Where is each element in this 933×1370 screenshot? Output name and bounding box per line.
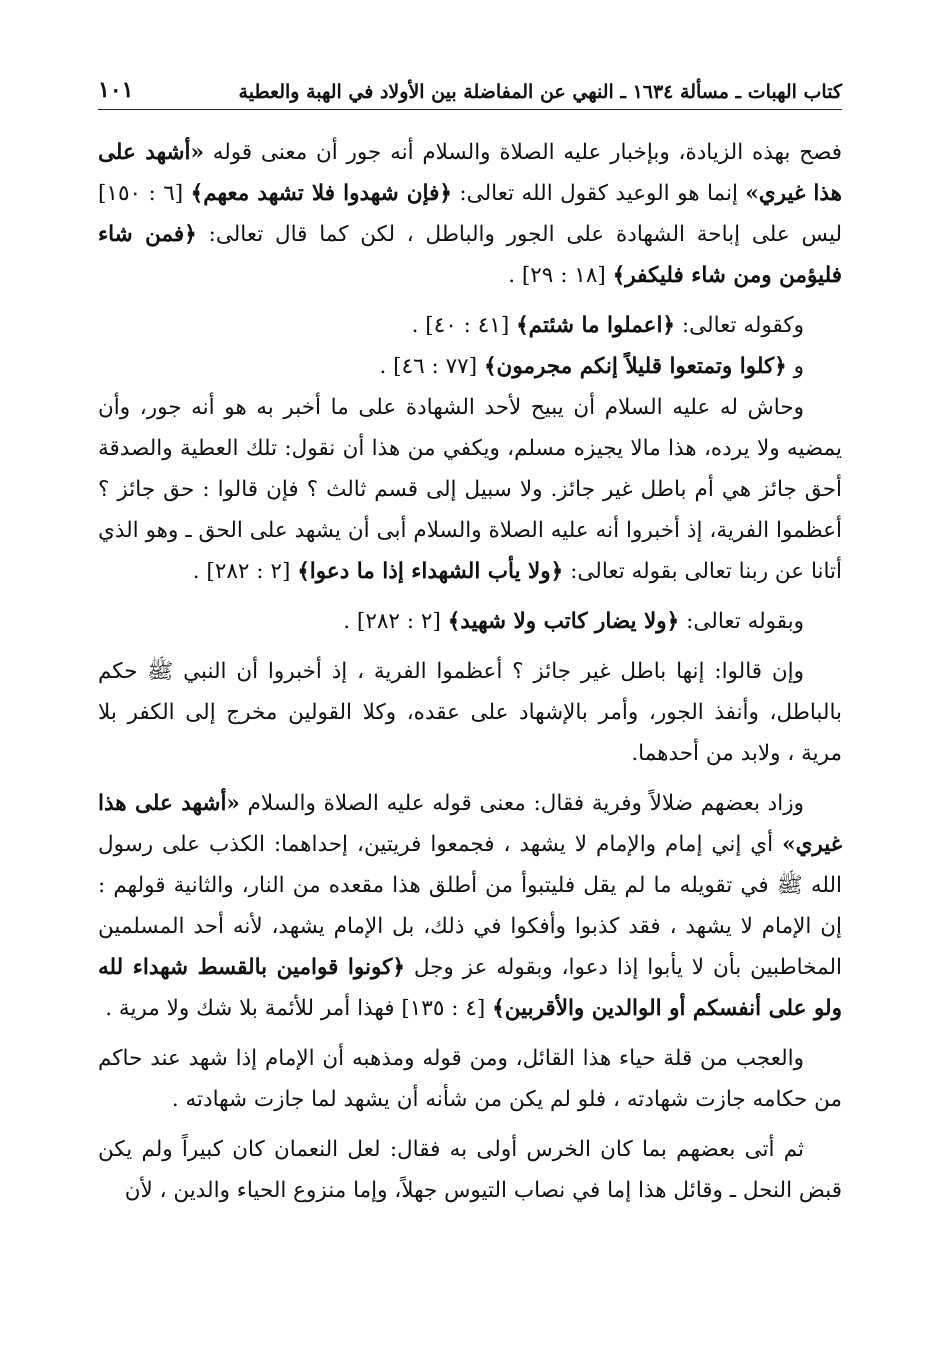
quoted-text: ﴿ولا يأب الشهداء إذا ما دعوا﴾ — [297, 559, 564, 584]
body-text-fragment: [٤ : ١٣٥] فهذا أمر للأئمة بلا شك ولا مرية . — [105, 996, 493, 1021]
paragraph — [98, 305, 842, 346]
body-text-fragment: [٧٧ : ٤٦] . — [379, 354, 484, 379]
page-number: ١٠١ — [98, 77, 134, 103]
body-text-fragment: وإن قالوا: إنها باطل غير جائز ؟ أعظموا الفرية ، إذ أخبروا أن النبي ﷺ حكم بالباطل، وأنفذ الجور، وأمر بالإشهاد على عقده، وكلا القولين مخرج إلى الكفر بلا مرية ، ولابد من أحدهما. — [98, 659, 842, 766]
body-text-fragment: [٤١ : ٤٠] . — [411, 313, 517, 338]
book-page — [98, 58, 842, 1220]
quoted-text: ﴿كونوا قوامين بالقسط شهداء لله ولو على أنفسكم أو الوالدين والأقربين﴾ — [98, 955, 842, 1021]
paragraph — [98, 387, 842, 592]
body-text-fragment: وبقوله تعالى: — [679, 609, 804, 634]
body-text-fragment: أي إني إمام والإمام لا يشهد ، فجمعوا فريتين، إحداهما: الكذب على رسول الله ﷺ في تقويله ما لم يقل فليتبوأ من أطلق هذا مقعده من النار، والثانية قولهم : إن الإمام لا يشهد ، فقد كذبوا وأفكوا في ذلك، بل الإمام يشهد، لأنه أحد المسلمين المخاطبين بأن لا يأبوا إذا دعوا، وبقوله عز وجل — [98, 832, 842, 980]
running-header — [98, 58, 842, 110]
body-text-fragment: فصح بهذه الزيادة، وبإخبار عليه الصلاة والسلام أنه جور أن معنى قوله — [203, 140, 842, 165]
body-text-fragment: [٦ : ١٥٠] ليس على إباحة الشهادة على الجور والباطل ، لكن كما قال تعالى: — [98, 181, 842, 247]
quoted-text: ﴿اعملوا ما شئتم﴾ — [516, 313, 676, 338]
paragraph — [98, 132, 842, 296]
body-text-fragment: و — [786, 354, 804, 379]
quoted-text: ﴿فإن شهدوا فلا تشهد معهم﴾ — [190, 181, 452, 206]
paragraph — [98, 346, 842, 387]
running-header-title: كتاب الهبات ـ مسألة ١٦٣٤ ـ النهي عن المفاضلة بين الأولاد في الهبة والعطية — [238, 81, 842, 103]
quoted-text: ﴿ولا يضار كاتب ولا شهيد﴾ — [447, 609, 680, 634]
quoted-text: «أشهد على هذا غيري» — [98, 140, 842, 206]
quoted-text: ﴿فمن شاء فليؤمن ومن شاء فليكفر﴾ — [98, 222, 842, 288]
paragraph — [98, 601, 842, 642]
body-text-fragment: [١٨ : ٢٩] . — [508, 263, 613, 288]
body-text-fragment: وحاش له عليه السلام أن يبيح لأحد الشهادة على ما أخبر به هو أنه جور، وأن يمضيه ولا يرده، هذا مالا يجيزه مسلم، ويكفي من هذا أن نقول: تلك العطية والصدقة أحق جائز هي أم باطل غير جائز. ولا سبيل إلى قسم ثالث ؟ فإن قالوا : حق جائز ؟ أعظموا الفرية، إذ أخبروا أنه عليه الصلاة والسلام أبى أن يشهد على الحق ـ وهو الذي أتانا عن ربنا تعالى بقوله تعالى: — [98, 395, 842, 584]
paragraph — [98, 651, 842, 774]
quoted-text: «أشهد على هذا غيري» — [98, 791, 842, 857]
body-text-fragment: [٢ : ٢٨٢] . — [192, 559, 298, 584]
body-text-fragment: ثم أتى بعضهم بما كان الخرس أولى به فقال: لعل النعمان كان كبيراً ولم يكن قبض النحل ـ وقائل هذا إما في نصاب التيوس جهلاً، وإما منزوع الحياء والدين ، لأن — [98, 1137, 842, 1203]
body-text — [98, 132, 842, 1211]
quoted-text: ﴿كلوا وتمتعوا قليلاً إنكم مجرمون﴾ — [483, 354, 787, 379]
paragraph — [98, 783, 842, 1029]
body-text-fragment: وكقوله تعالى: — [675, 313, 804, 338]
body-text-fragment: [٢ : ٢٨٢] . — [343, 609, 448, 634]
body-text-fragment: إنما هو الوعيد كقول الله تعالى: — [451, 181, 746, 206]
paragraph — [98, 1038, 842, 1120]
body-text-fragment: والعجب من قلة حياء هذا القائل، ومن قوله ومذهبه أن الإمام إذا شهد عند حاكم من حكامه جازت شهادته ، فلو لم يكن من شأنه أن يشهد لما جازت شهادته . — [98, 1046, 842, 1112]
body-text-fragment: وزاد بعضهم ضلالاً وفرية فقال: معنى قوله عليه الصلاة والسلام — [239, 791, 804, 816]
paragraph — [98, 1129, 842, 1211]
